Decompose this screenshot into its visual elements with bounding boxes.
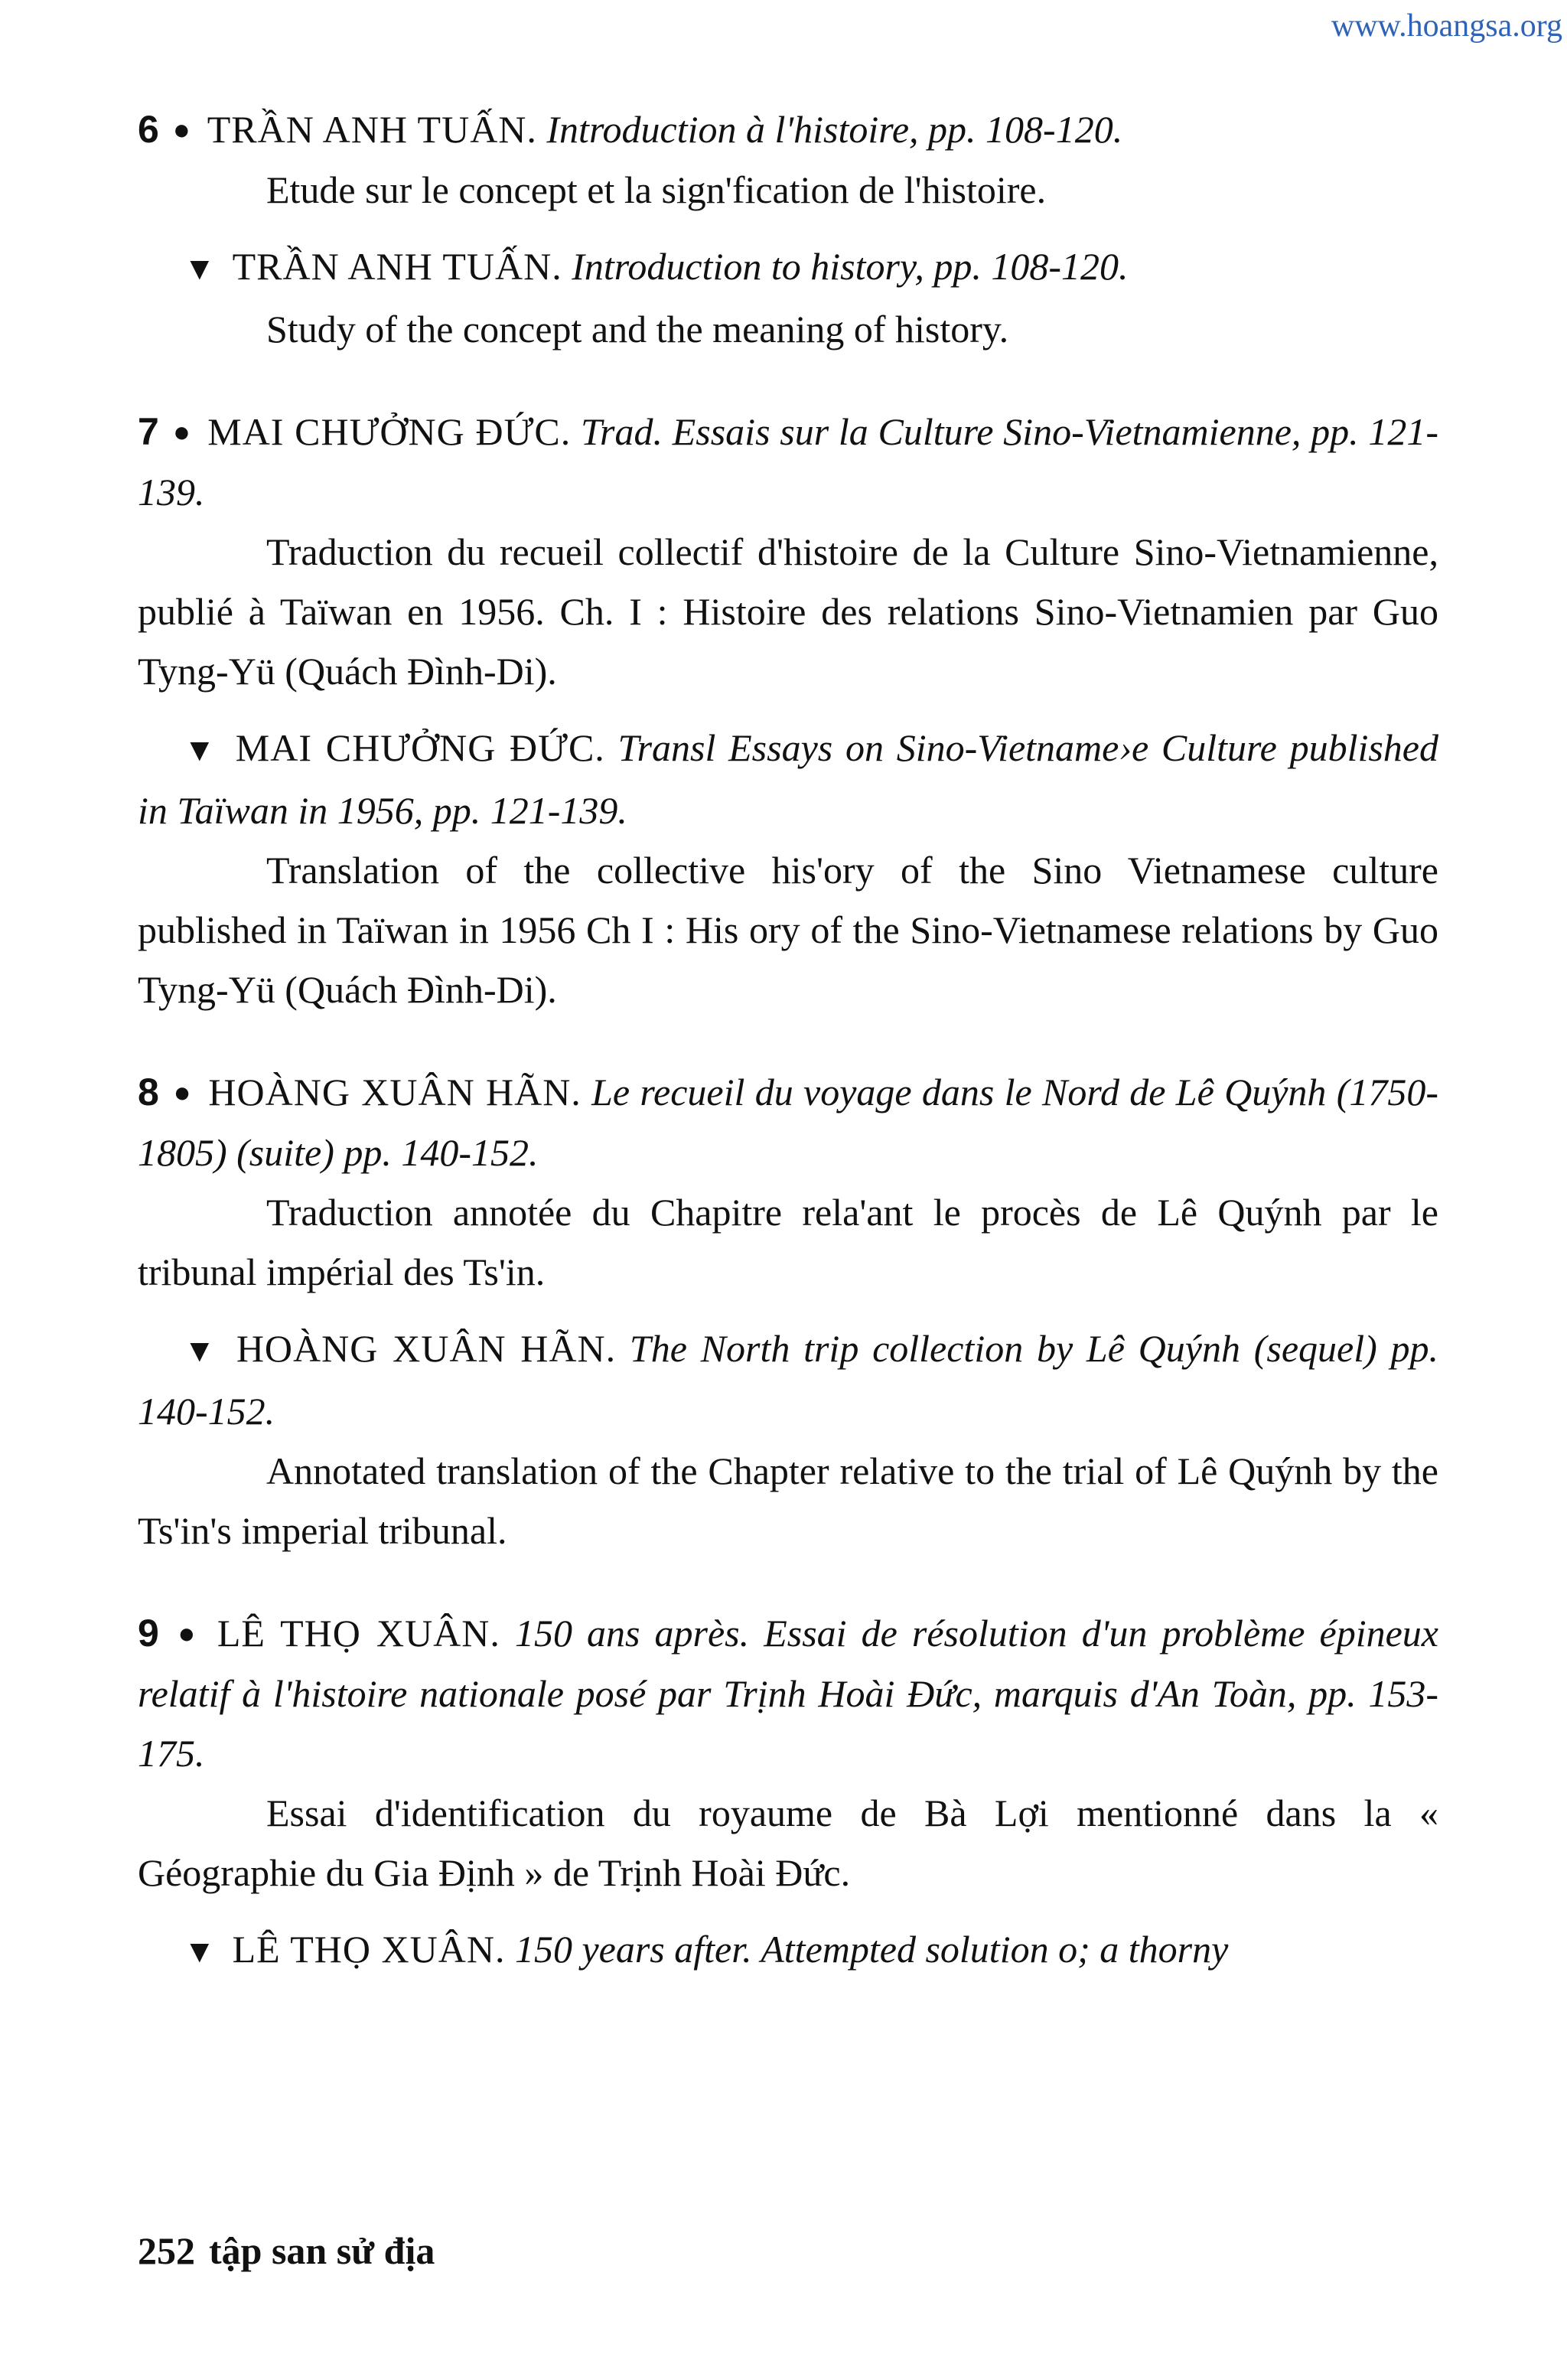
- entry-title: The North trip collection by Lê Quýnh (sequel) pp. 140-152.: [138, 1327, 1438, 1433]
- entry-title: Introduction to history, pp. 108-120.: [572, 245, 1129, 288]
- entry-author: TRẦN ANH TUẤN.: [207, 108, 537, 151]
- entry-9-en-heading: [138, 1919, 1438, 1982]
- entry-author: TRẦN ANH TUẤN.: [232, 245, 562, 288]
- page-number: 252: [138, 2229, 195, 2272]
- bullet-icon: ●: [172, 416, 191, 448]
- entry-author: MAI CHƯỞNG ĐỨC.: [235, 726, 605, 769]
- entry-6-fr-summary: Etude sur le concept et la sign'fication de l'histoire.: [266, 168, 1047, 211]
- entry-7-fr-heading: [138, 402, 1438, 522]
- entry-title: Transl Essays on Sino-Vietname›e Culture published in Taïwan in 1956, pp. 121-139.: [138, 726, 1439, 832]
- entry-9-fr-heading: [138, 1603, 1438, 1783]
- entry-6-en-summary: Study of the concept and the meaning of history.: [266, 308, 1009, 350]
- entry-number: 9: [138, 1612, 159, 1655]
- entry-6-fr-heading: [138, 99, 1438, 160]
- page-footer: [138, 2228, 435, 2273]
- entry-number: 6: [138, 108, 159, 151]
- triangle-down-icon: ▼: [184, 1334, 220, 1369]
- entry-8-fr-summary: Traduction annotée du Chapitre rela'ant le procès de Lê Quýnh par le tribunal impérial des Ts'in.: [138, 1191, 1438, 1293]
- triangle-down-icon: ▼: [184, 1935, 216, 1970]
- entry-author: LÊ THỌ XUÂN.: [232, 1928, 506, 1971]
- entry-8-en-summary: Annotated translation of the Chapter relative to the trial of Lê Quýnh by the Ts'in's imperial tribunal.: [138, 1449, 1438, 1552]
- entry-title: Le recueil du voyage dans le Nord de Lê Quýnh (1750-1805) (suite) pp. 140-152.: [138, 1071, 1439, 1174]
- bullet-icon: ●: [172, 114, 191, 146]
- watermark-link[interactable]: www.hoangsa.org: [1331, 8, 1562, 44]
- entry-8-fr-heading: [138, 1062, 1438, 1182]
- entry-7-fr-summary: Traduction du recueil collectif d'histoire de la Culture Sino-Vietnamienne, publié à Taïwan en 1956. Ch. I : Histoire des relations Sino-Vietnamien par Guo Tyng-Yü (Quách Đình-Di).: [138, 530, 1438, 693]
- entry-author: LÊ THỌ XUÂN.: [217, 1612, 500, 1655]
- entry-title: Trad. Essais sur la Culture Sino-Vietnamienne, pp. 121-139.: [138, 410, 1439, 513]
- entry-7-en-heading: [138, 718, 1438, 840]
- entry-author: HOÀNG XUÂN HÃN.: [236, 1327, 617, 1370]
- entry-author: HOÀNG XUÂN HÃN.: [208, 1071, 582, 1113]
- entry-title: 150 years after. Attempted solution o; a thorny: [514, 1928, 1229, 1971]
- journal-name: tập san sử địa: [209, 2229, 435, 2272]
- triangle-down-icon: ▼: [184, 733, 219, 768]
- entry-number: 7: [138, 410, 159, 453]
- bullet-icon: ●: [172, 1077, 192, 1109]
- entry-8-en-heading: [138, 1319, 1438, 1441]
- entry-title: 150 ans après. Essai de résolution d'un problème épineux relatif à l'histoire nationale posé par Trịnh Hoài Đức, marquis d'An Toàn, pp. 153-175.: [138, 1612, 1438, 1775]
- entry-9-fr-summary: Essai d'identification du royaume de Bà Lợi mentionné dans la « Géographie du Gia Định » de Trịnh Hoài Đức.: [138, 1792, 1438, 1894]
- entry-7-en-summary: Translation of the collective his'ory of the Sino Vietnamese culture published in Taïwan in 1956 Ch I : His ory of the Sino-Vietnamese relations by Guo Tyng-Yü (Quách Đình-Di).: [138, 849, 1438, 1011]
- entry-number: 8: [138, 1071, 159, 1113]
- entry-6-en-heading: [138, 236, 1438, 299]
- bullet-icon: ●: [172, 1618, 200, 1650]
- bibliography-page: [138, 99, 1438, 1982]
- entry-title: Introduction à l'histoire, pp. 108-120.: [546, 108, 1123, 151]
- triangle-down-icon: ▼: [184, 252, 216, 287]
- entry-author: MAI CHƯỞNG ĐỨC.: [207, 410, 572, 453]
